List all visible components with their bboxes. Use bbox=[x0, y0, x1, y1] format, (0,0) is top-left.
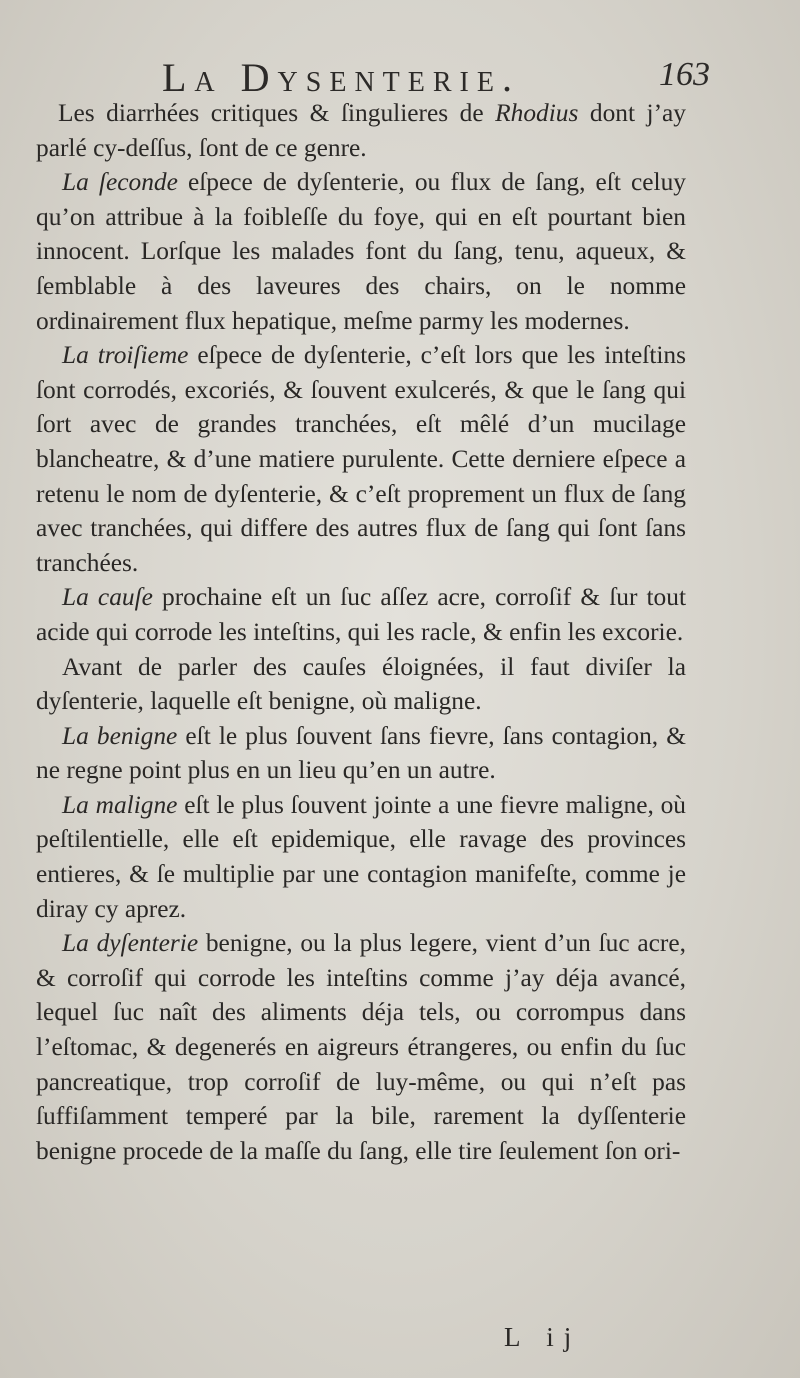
paragraph bbox=[36, 650, 686, 719]
text-run: Avant de parler des cauſes éloignées, il faut diviſer la dyſenterie, laquelle eſt benigne, où maligne. bbox=[36, 652, 686, 716]
text-run: dont j’ay parlé cy-deſſus, ſont de ce genre. bbox=[36, 99, 687, 162]
paragraph bbox=[36, 788, 686, 926]
paragraph bbox=[36, 96, 686, 165]
book-page bbox=[30, 52, 710, 1372]
running-head: La Dysenterie. bbox=[162, 55, 520, 100]
text-run: eſpece de dyſenterie, ou flux de ſang, eſt celuy qu’on attribue à la foibleſſe du foye, qui en eſt pourtant bien innocent. Lorſque les malades font du ſang, tenu, aqueux, & ſemblable à des laveures des chairs, on le nomme ordinairement flux hepatique, meſme parmy les modernes. bbox=[36, 168, 686, 335]
italic-phrase: La ſeconde bbox=[62, 168, 178, 197]
italic-phrase: La cauſe bbox=[62, 583, 153, 612]
italic-phrase: La maligne bbox=[62, 790, 178, 819]
signature-mark: L ij bbox=[504, 1322, 582, 1352]
text-run: eſt le plus ſouvent ſans fievre, ſans contagion, & ne regne point plus en un lieu qu’en un autre. bbox=[36, 721, 686, 785]
italic-phrase: La dyſenterie bbox=[62, 929, 199, 958]
text-run: Les diarrhées critiques & ſingulieres de bbox=[58, 99, 496, 127]
paragraph bbox=[36, 580, 686, 649]
text-run: eſt le plus ſouvent jointe a une fievre maligne, où peſtilentielle, elle eſt epidemique, elle ravage des provinces entieres, & ſe multiplie par une contagion manifeſte, comme je diray cy aprez. bbox=[36, 790, 686, 923]
italic-phrase: La troiſieme bbox=[62, 341, 189, 370]
italic-phrase: Rhodius bbox=[495, 99, 579, 127]
body-text bbox=[36, 96, 686, 1168]
page-number: 163 bbox=[659, 56, 710, 93]
paragraph bbox=[36, 719, 686, 788]
page-header bbox=[30, 52, 710, 102]
paragraph bbox=[36, 338, 686, 580]
italic-phrase: La benigne bbox=[62, 721, 178, 750]
text-run: benigne, ou la plus legere, vient d’un ſuc acre, & corroſif qui corrode les inteſtins comme j’ay déja avancé, lequel ſuc naît des aliments déja tels, ou corrompus dans l’eſtomac, & degenerés en aigreurs étrangeres, ou enfin du ſuc pancreatique, trop corroſif de luy-même, ou qui n’eſt pas ſuffiſamment temperé par la bile, rarement la dyſſenterie benigne procede de la maſſe du ſang, elle tire ſeulement ſon ori- bbox=[36, 929, 686, 1165]
text-run: eſpece de dyſenterie, c’eſt lors que les inteſtins ſont corrodés, excoriés, & ſouvent exulcerés, & que le ſang qui ſort avec de grandes tranchées, eſt mêlé d’un mucilage blancheatre, & d’une matiere purulente. Cette derniere eſpece a retenu le nom de dyſenterie, & c’eſt proprement un flux de ſang avec tranchées, qui differe des autres flux de ſang qui ſont ſans tranchées. bbox=[36, 341, 687, 577]
paragraph bbox=[36, 926, 686, 1168]
text-run: prochaine eſt un ſuc aſſez acre, corroſif & ſur tout acide qui corrode les inteſtins, qui les racle, & enfin les excorie. bbox=[36, 583, 687, 646]
paragraph bbox=[36, 165, 686, 338]
